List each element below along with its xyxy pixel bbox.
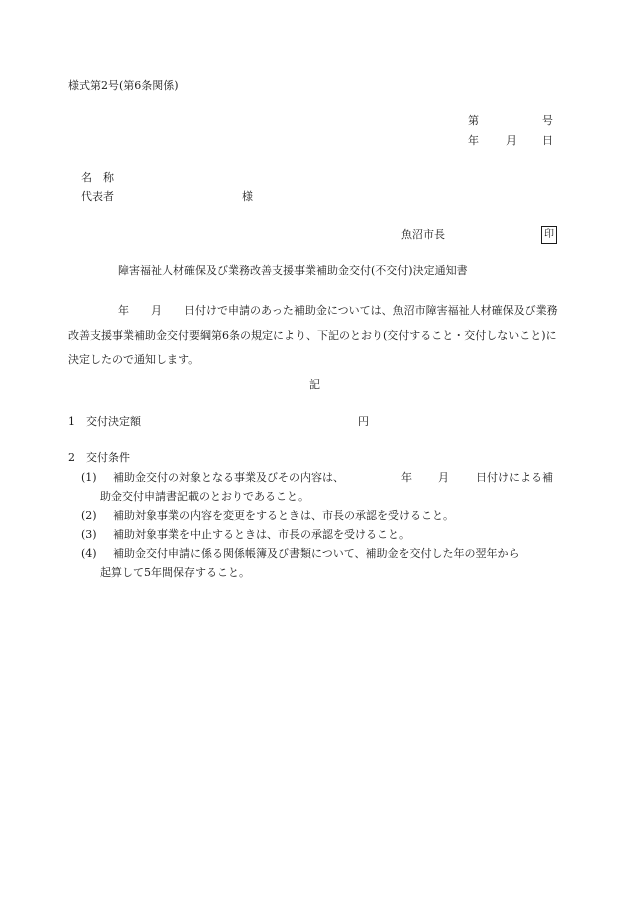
condition-4-number: (4) [81, 547, 97, 560]
recipient-rep-label: 代表者 [81, 190, 114, 203]
condition-4-text: 補助金交付申請に係る関係帳簿及び書類について、補助金を交付した年の翌年から [113, 547, 520, 560]
body-paragraph [68, 299, 564, 373]
body-month: 月 [151, 304, 162, 317]
number-suffix: 号 [542, 114, 553, 127]
recipient-name-label: 名 称 [81, 171, 114, 184]
number-prefix: 第 [468, 114, 479, 127]
condition-1-text-b: 日付けによる補 [476, 471, 553, 484]
date-month: 月 [506, 134, 517, 147]
form-label: 様式第2号(第6条関係) [68, 79, 179, 92]
section2-label: 2 交付条件 [68, 451, 130, 464]
seal-stamp: 印 [541, 226, 557, 244]
condition-2-text: 補助対象事業の内容を変更をするときは、市長の承認を受けること。 [113, 509, 454, 522]
condition-4-text-line2: 起算して5年間保存すること。 [100, 566, 250, 579]
condition-2-number: (2) [81, 509, 97, 522]
condition-1-text-a: 補助金交付の対象となる事業及びその内容は、 [113, 471, 344, 484]
condition-1-text-line2: 助金交付申請書記載のとおりであること。 [100, 490, 309, 503]
condition-3-text: 補助対象事業を中止するときは、市長の承認を受けること。 [113, 528, 410, 541]
recipient-honorific: 様 [242, 190, 253, 203]
condition-3-number: (3) [81, 528, 97, 541]
issuer-title: 魚沼市長 [401, 228, 445, 241]
condition-1-number: (1) [81, 471, 97, 484]
condition-1-month: 月 [438, 471, 449, 484]
date-day: 日 [542, 134, 553, 147]
body-year: 年 [118, 304, 129, 317]
section1-unit: 円 [358, 415, 369, 428]
condition-1-year: 年 [401, 471, 412, 484]
date-year: 年 [468, 134, 479, 147]
ki-heading: 記 [309, 378, 320, 391]
section1-label: 1 交付決定額 [68, 415, 141, 428]
document-title: 障害福祉人材確保及び業務改善支援事業補助金交付(不交付)決定通知書 [118, 264, 468, 277]
body-text: 日付けで申請のあった補助金については、魚沼市障害福祉人材確保及び業務改善支援事業補助金交付要綱第6条の規定により、下記のとおり(交付すること・交付しないこと)に決定したので通知します。 [68, 304, 558, 366]
